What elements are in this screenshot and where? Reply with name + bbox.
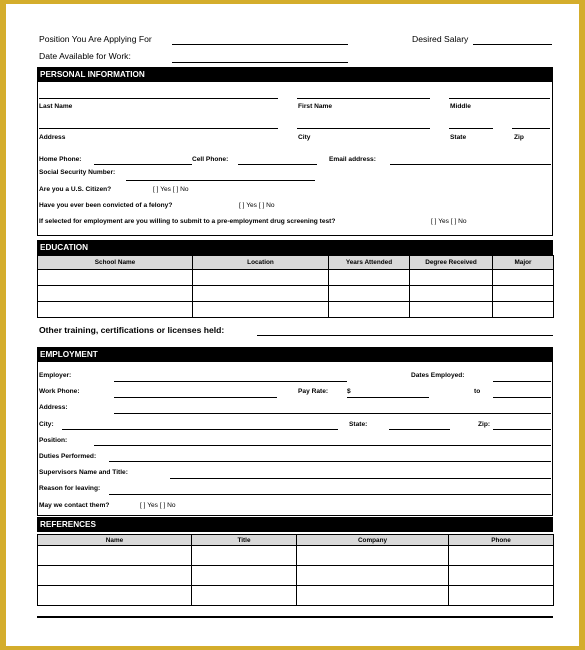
email-line[interactable] xyxy=(390,164,551,165)
table-cell[interactable] xyxy=(449,566,554,586)
table-row xyxy=(38,286,554,302)
address-line[interactable] xyxy=(114,413,551,414)
zip-line[interactable] xyxy=(493,429,551,430)
column-header: Title xyxy=(192,535,297,546)
table-row xyxy=(38,566,554,586)
salary-label: Desired Salary xyxy=(412,34,469,44)
table-cell[interactable] xyxy=(297,586,449,606)
dates-employed-line[interactable] xyxy=(493,381,551,382)
position-label: Position You Are Applying For xyxy=(39,34,152,44)
home-phone-line[interactable] xyxy=(94,164,192,165)
references-table-header-row xyxy=(38,535,554,546)
dates-employed-label: Dates Employed: xyxy=(411,372,465,379)
address-line[interactable] xyxy=(39,128,278,129)
address-label: Address: xyxy=(39,404,68,411)
salary-input-line[interactable] xyxy=(473,44,552,45)
table-cell[interactable] xyxy=(449,546,554,566)
first-name-line[interactable] xyxy=(297,98,430,99)
address-label: Address xyxy=(39,134,66,141)
table-cell[interactable] xyxy=(193,302,329,318)
column-header: Location xyxy=(193,256,329,270)
table-cell[interactable] xyxy=(38,270,193,286)
zip-label: Zip: xyxy=(478,421,491,428)
personal-info-header: PERSONAL INFORMATION xyxy=(37,67,553,82)
cell-phone-line[interactable] xyxy=(238,164,317,165)
table-cell[interactable] xyxy=(38,566,192,586)
work-phone-line[interactable] xyxy=(114,397,277,398)
city-line[interactable] xyxy=(297,128,430,129)
table-row xyxy=(38,270,554,286)
employer-line[interactable] xyxy=(114,381,347,382)
column-header: Years Attended xyxy=(329,256,410,270)
education-table xyxy=(37,255,554,318)
ssn-line[interactable] xyxy=(126,180,315,181)
date-available-label: Date Available for Work: xyxy=(39,51,131,61)
table-cell[interactable] xyxy=(297,566,449,586)
position-input-line[interactable] xyxy=(172,44,348,45)
table-cell[interactable] xyxy=(193,286,329,302)
employment-box xyxy=(37,362,553,516)
table-cell[interactable] xyxy=(192,546,297,566)
last-name-label: Last Name xyxy=(39,103,73,110)
column-header: Phone xyxy=(449,535,554,546)
position-line[interactable] xyxy=(94,445,551,446)
column-header: Company xyxy=(297,535,449,546)
education-header: EDUCATION xyxy=(37,240,553,255)
contact-checkboxes[interactable]: [ ] Yes [ ] No xyxy=(140,502,176,509)
middle-line[interactable] xyxy=(449,98,550,99)
table-cell[interactable] xyxy=(192,566,297,586)
state-label: State: xyxy=(349,421,368,428)
email-label: Email address: xyxy=(329,156,376,163)
references-header: REFERENCES xyxy=(37,517,553,532)
felony-question: Have you ever been convicted of a felony? xyxy=(39,202,173,209)
column-header: Degree Received xyxy=(410,256,493,270)
table-cell[interactable] xyxy=(297,546,449,566)
table-cell[interactable] xyxy=(329,302,410,318)
city-label: City: xyxy=(39,421,54,428)
table-cell[interactable] xyxy=(38,286,193,302)
citizen-question: Are you a U.S. Citizen? xyxy=(39,186,112,193)
middle-label: Middle xyxy=(450,103,471,110)
contact-question: May we contact them? xyxy=(39,502,110,509)
zip-line[interactable] xyxy=(512,128,550,129)
duties-line[interactable] xyxy=(109,461,551,462)
cell-phone-label: Cell Phone: xyxy=(192,156,229,163)
table-cell[interactable] xyxy=(38,546,192,566)
table-cell[interactable] xyxy=(192,586,297,606)
table-cell[interactable] xyxy=(449,586,554,606)
city-line[interactable] xyxy=(62,429,338,430)
table-cell[interactable] xyxy=(410,286,493,302)
personal-info-box xyxy=(37,82,553,236)
state-label: State xyxy=(450,134,467,141)
home-phone-label: Home Phone: xyxy=(39,156,82,163)
employment-header: EMPLOYMENT xyxy=(37,347,553,362)
dollar-sign: $ xyxy=(347,388,351,395)
table-cell[interactable] xyxy=(410,302,493,318)
table-row xyxy=(38,546,554,566)
city-label: City xyxy=(298,134,311,141)
position-label: Position: xyxy=(39,437,68,444)
pay-rate-label: Pay Rate: xyxy=(298,388,329,395)
column-header: Name xyxy=(38,535,192,546)
first-name-label: First Name xyxy=(298,103,333,110)
pay-rate-line[interactable] xyxy=(347,397,429,398)
references-table xyxy=(37,534,554,606)
education-table-header-row xyxy=(38,256,554,270)
application-form-page xyxy=(6,4,579,646)
citizen-checkboxes[interactable]: [ ] Yes [ ] No xyxy=(153,186,189,193)
supervisor-line[interactable] xyxy=(170,478,551,479)
table-cell[interactable] xyxy=(493,286,554,302)
bottom-rule xyxy=(37,616,553,618)
table-row xyxy=(38,586,554,606)
supervisor-label: Supervisors Name and Title: xyxy=(39,469,128,476)
table-cell[interactable] xyxy=(493,270,554,286)
ssn-label: Social Security Number: xyxy=(39,169,116,176)
last-name-line[interactable] xyxy=(39,98,278,99)
felony-checkboxes[interactable]: [ ] Yes [ ] No xyxy=(239,202,275,209)
dates-to-line[interactable] xyxy=(493,397,551,398)
table-cell[interactable] xyxy=(329,286,410,302)
table-cell[interactable] xyxy=(493,302,554,318)
reason-leaving-line[interactable] xyxy=(109,494,551,495)
to-label: to xyxy=(474,388,481,395)
other-training-line[interactable] xyxy=(257,335,553,336)
drug-test-checkboxes[interactable]: [ ] Yes [ ] No xyxy=(431,218,467,225)
table-cell[interactable] xyxy=(410,270,493,286)
column-header: Major xyxy=(493,256,554,270)
zip-label: Zip xyxy=(514,134,524,141)
reason-leaving-label: Reason for leaving: xyxy=(39,485,101,492)
table-row xyxy=(38,302,554,318)
table-cell[interactable] xyxy=(38,302,193,318)
drug-test-question: If selected for employment are you willing to submit to a pre-employment drug screening test? xyxy=(39,218,336,225)
state-line[interactable] xyxy=(449,128,493,129)
table-cell[interactable] xyxy=(38,586,192,606)
duties-label: Duties Performed: xyxy=(39,453,97,460)
other-training-label: Other training, certifications or licenses held: xyxy=(39,325,225,335)
column-header: School Name xyxy=(38,256,193,270)
state-line[interactable] xyxy=(389,429,450,430)
table-cell[interactable] xyxy=(193,270,329,286)
work-phone-label: Work Phone: xyxy=(39,388,80,395)
employer-label: Employer: xyxy=(39,372,72,379)
table-cell[interactable] xyxy=(329,270,410,286)
date-available-input-line[interactable] xyxy=(172,62,348,63)
